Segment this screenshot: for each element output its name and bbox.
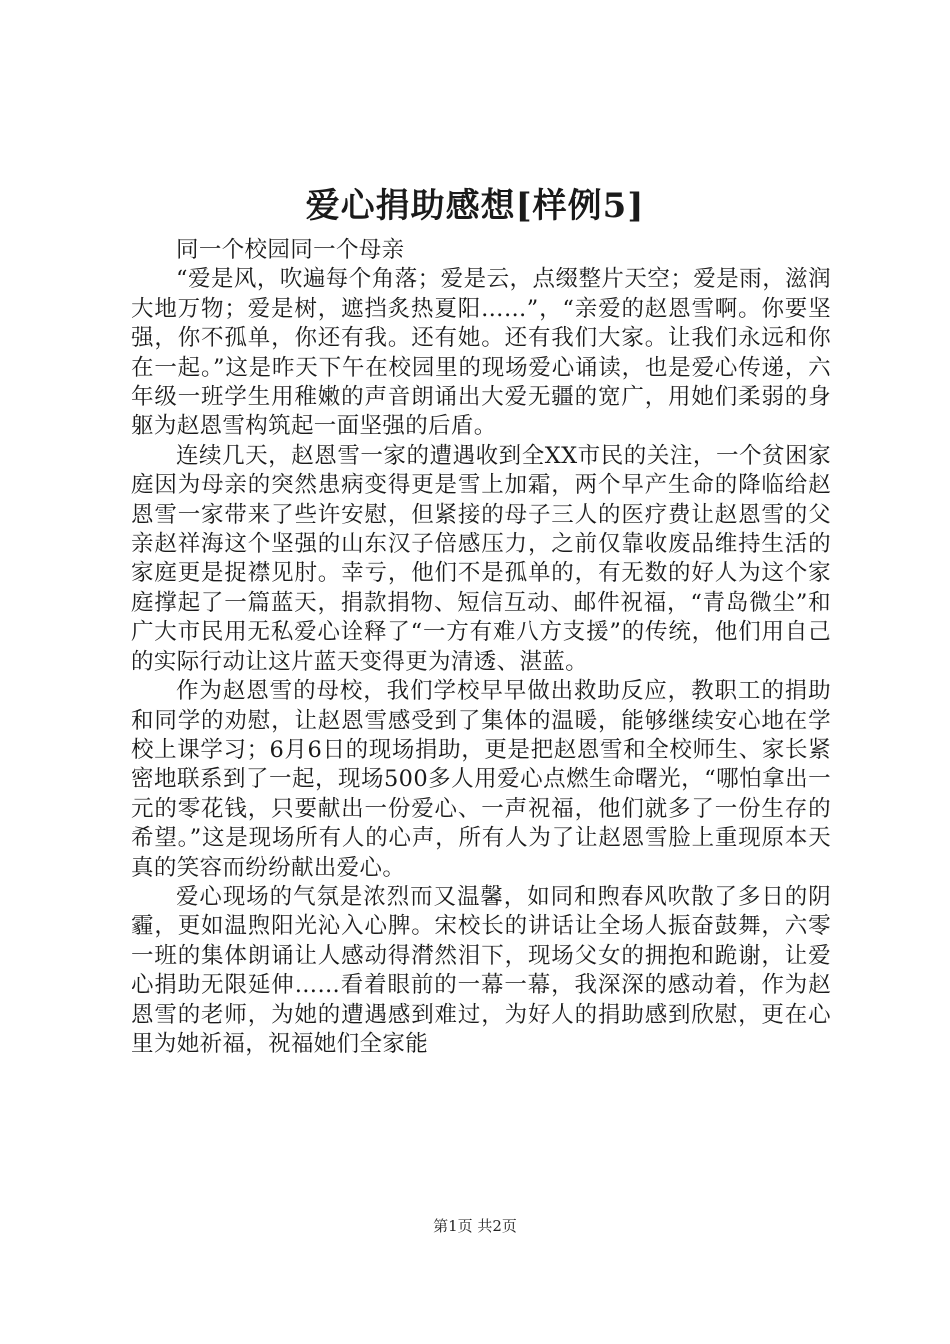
- paragraph-1: “爱是风，吹遍每个角落；爱是云，点缀整片天空；爱是雨，滋润大地万物；爱是树，遮挡炙热夏阳……”，“亲爱的赵恩雪啊。你要坚强，你不孤单，你还有我。还有她。还有我们大家。让我们永远和你在一起。”这是昨天下午在校园里的现场爱心诵读，也是爱心传递，六年级一班学生用稚嫩的声音朗诵出大爱无疆的宽广，用她们柔弱的身躯为赵恩雪构筑起一面坚强的后盾。: [131, 266, 831, 440]
- paragraph-4: 爱心现场的气氛是浓烈而又温馨，如同和煦春风吹散了多日的阴霾，更如温煦阳光沁入心脾。宋校长的讲话让全场人振奋鼓舞，六零一班的集体朗诵让人感动得潸然泪下，现场父女的拥抱和跪谢，让爱心捐助无限延伸……看着眼前的一幕一幕，我深深的感动着，作为赵恩雪的老师，为她的遭遇感到难过，为好人的捐助感到欣慰，更在心里为她祈福，祝福她们全家能: [131, 883, 831, 1057]
- document-body: [131, 236, 831, 1059]
- page-footer: 第1页 共2页: [433, 1217, 517, 1235]
- paragraph-subtitle: 同一个校园同一个母亲: [176, 237, 405, 263]
- paragraph-3: 作为赵恩雪的母校，我们学校早早做出救助反应，教职工的捐助和同学的劝慰，让赵恩雪感受到了集体的温暖，能够继续安心地在学校上课学习；6月6日的现场捐助，更是把赵恩雪和全校师生、家长紧密地联系到了一起，现场500多人用爱心点燃生命曙光，“哪怕拿出一元的零花钱，只要献出一份爱心、一声祝福，他们就多了一份生存的希望。”这是现场所有人的心声，所有人为了让赵恩雪脸上重现原本天真的笑容而纷纷献出爱心。: [131, 678, 831, 881]
- document-title: 爱心捐助感想[样例5]: [305, 186, 645, 226]
- paragraph-2: 连续几天，赵恩雪一家的遭遇收到全XX市民的关注，一个贫困家庭因为母亲的突然患病变得更是雪上加霜，两个早产生命的降临给赵恩雪一家带来了些许安慰，但紧接的母子三人的医疗费让赵恩雪的父亲赵祥海这个坚强的山东汉子倍感压力，之前仅靠收废品维持生活的家庭更是捉襟见肘。幸亏，他们不是孤单的，有无数的好人为这个家庭撑起了一篇蓝天，捐款捐物、短信互动、邮件祝福，“青岛微尘”和广大市民用无私爱心诠释了“一方有难八方支援”的传统，他们用自己的实际行动让这片蓝天变得更为清透、湛蓝。: [131, 442, 831, 675]
